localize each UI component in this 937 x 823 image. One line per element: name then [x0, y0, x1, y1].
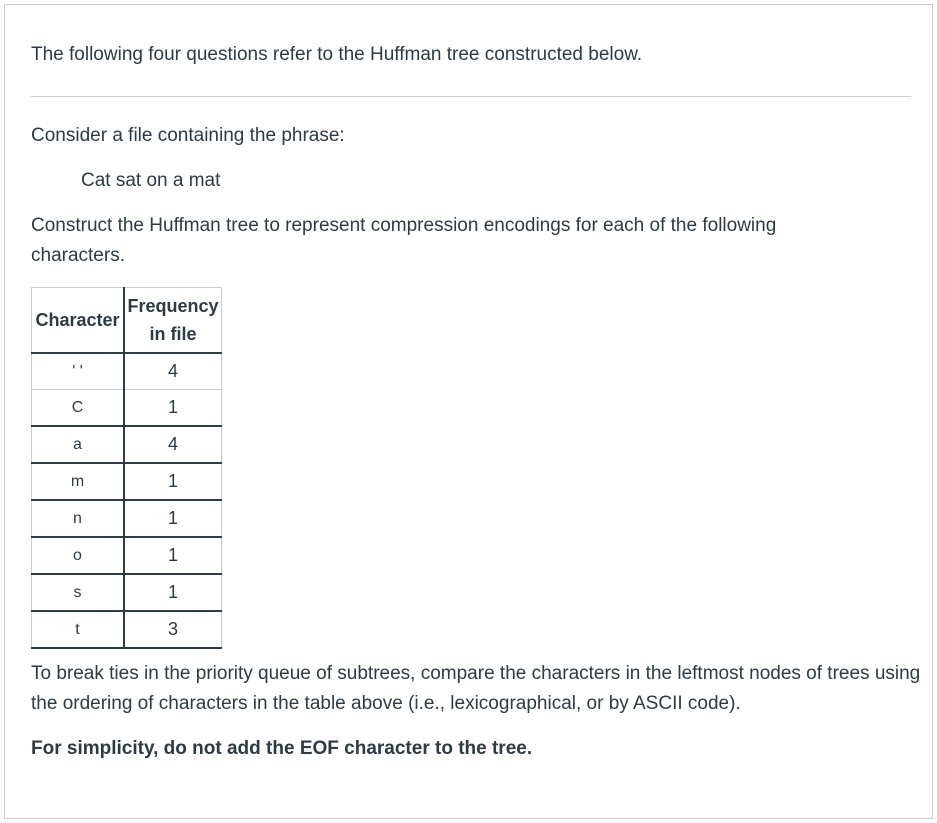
char-cell: C — [32, 390, 125, 427]
header-frequency: Frequency in file — [124, 288, 222, 354]
construct-text: Construct the Huffman tree to represent compression encodings for each of the following characters. — [31, 215, 777, 266]
table-row — [32, 500, 222, 537]
char-cell: a — [32, 426, 125, 463]
table-row — [32, 426, 222, 463]
table-header-row — [32, 288, 222, 354]
table-row — [32, 574, 222, 611]
freq-cell: 1 — [124, 390, 222, 427]
freq-cell: 4 — [124, 426, 222, 463]
table-row — [32, 353, 222, 390]
freq-cell: 1 — [124, 537, 222, 574]
table-row — [32, 463, 222, 500]
table-row — [32, 390, 222, 427]
char-cell: o — [32, 537, 125, 574]
divider — [31, 96, 911, 97]
freq-cell: 1 — [124, 463, 222, 500]
intro-text: The following four questions refer to the Huffman tree constructed below. — [31, 44, 643, 65]
phrase-text: Cat sat on a mat — [81, 170, 221, 191]
tie-break-text: To break ties in the priority queue of subtrees, compare the characters in the leftmost nodes of trees using the ordering of characters in the table above (i.e., lexicographical, or by ASCII code). — [31, 663, 921, 714]
freq-cell: 3 — [124, 611, 222, 648]
simplicity-note: For simplicity, do not add the EOF character to the tree. — [31, 738, 533, 759]
char-cell: t — [32, 611, 125, 648]
header-character: Character — [32, 288, 125, 354]
frequency-table — [31, 287, 222, 649]
consider-text: Consider a file containing the phrase: — [31, 125, 345, 146]
char-cell: m — [32, 463, 125, 500]
freq-cell: 4 — [124, 353, 222, 390]
char-cell: n — [32, 500, 125, 537]
char-cell: ' ' — [32, 353, 125, 390]
freq-cell: 1 — [124, 574, 222, 611]
char-cell: s — [32, 574, 125, 611]
freq-cell: 1 — [124, 500, 222, 537]
table-row — [32, 611, 222, 648]
table-row — [32, 537, 222, 574]
